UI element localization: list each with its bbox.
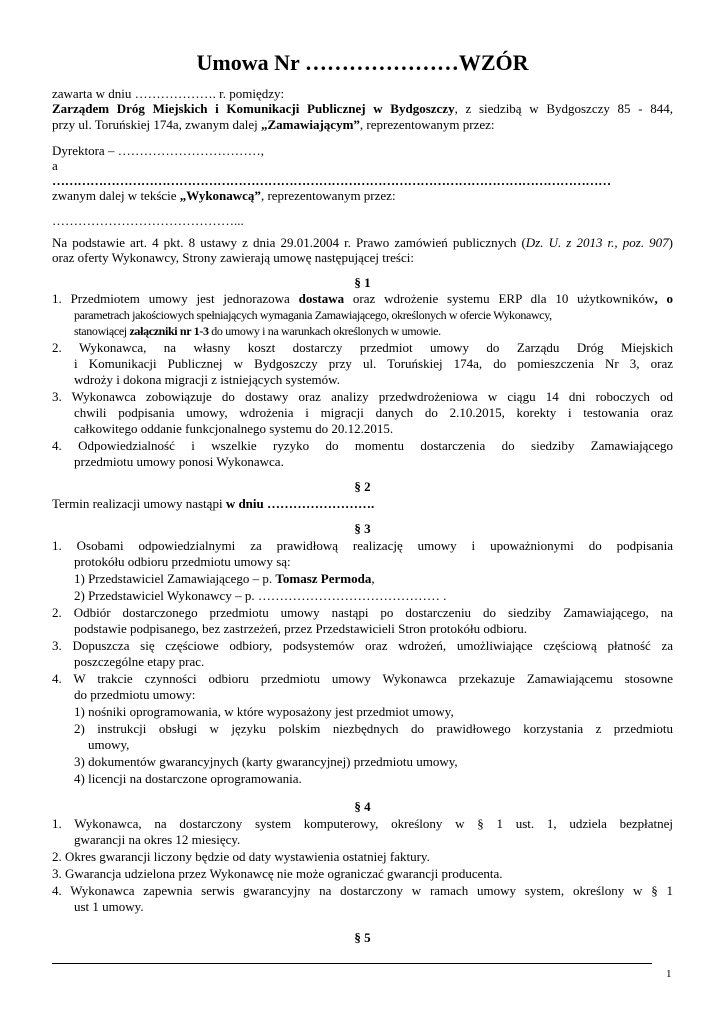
s3-item-4-sub-2: 2) instrukcji obsługi w języku polskim niezbędnych do prawidłowego korzystania z przedmiotu (74, 721, 673, 736)
s1-item-3-line-2: chwili podpisania umowy, wdrożenia i migracji danych do 2.10.2015, korekty i testowania oraz (74, 405, 673, 420)
page-number: 1 (666, 968, 672, 980)
s3-item-4-sub-3: 3) dokumentów gwarancyjnych (karty gwarancyjnej) przedmiotu umowy, (74, 754, 458, 769)
s1-item-3-line-3: całkowitego oddanie funkcjonalnego systemu do 20.12.2015. (74, 421, 394, 436)
intro-party-line: Zarządem Dróg Miejskich i Komunikacji Publicznej w Bydgoszczy, z siedzibą w Bydgoszczy 85 - 844, (52, 101, 673, 116)
s4-item-1-line-2: gwarancji na okres 12 miesięcy. (74, 832, 241, 847)
document-title: Umowa Nr …………………WZÓR (196, 50, 529, 75)
s1-item-1-line-3: stanowiącej załączniki nr 1-3 do umowy i na warunkach określonych w umowie. (74, 324, 441, 338)
s3-item-3-line-2: poszczególne etapy prac. (74, 654, 205, 669)
section-3-heading: § 3 (354, 521, 371, 536)
s3-item-1: 1. Osobami odpowiedzialnymi za prawidłową realizację umowy i upoważnionymi do podpisania (52, 538, 673, 553)
s1-item-4-line-2: przedmiotu umowy ponosi Wykonawca. (74, 454, 284, 469)
s1-item-1: 1. Przedmiotem umowy jest jednorazowa dostawa oraz wdrożenie systemu ERP dla 10 użytkowników, o (52, 291, 673, 306)
s4-item-4: 4. Wykonawca zapewnia serwis gwarancyjny na dostarczony w ramach umowy system, określony w § 1 (52, 883, 673, 898)
intro-contractor-line: zwanym dalej w tekście „Wykonawcą”, reprezentowanym przez: (52, 188, 396, 203)
s3-item-4-sub-2-line-2: umowy, (88, 737, 130, 752)
contractor-dots-line: …………………………………………………………………………………………………………………… (52, 173, 611, 188)
s3-item-4-sub-1: 1) nośniki oprogramowania, w które wyposażony jest przedmiot umowy, (74, 704, 454, 719)
s3-item-1-line-2: protokółu odbioru przedmiotu umowy są: (74, 554, 291, 569)
footer-divider (52, 963, 652, 964)
s4-item-3: 3. Gwarancja udzielona przez Wykonawcę nie może ograniczać gwarancji producenta. (52, 866, 503, 881)
party-name: Zarządem Dróg Miejskich i Komunikacji Publicznej w Bydgoszczy (52, 101, 455, 116)
section-4-heading: § 4 (354, 799, 371, 814)
intro-and-line: a (52, 158, 58, 173)
s3-item-2-line-2: podstawie podpisanego, bez zastrzeżeń, przez Przedstawicieli Stron protokółu odbioru. (74, 621, 528, 636)
s4-item-2: 2. Okres gwarancji liczony będzie od daty wystawienia ostatniej faktury. (52, 849, 430, 864)
s3-item-2: 2. Odbiór dostarczonego przedmiotu umowy nastąpi po dostarczeniu do siedziby Zamawiającego, na (52, 605, 673, 620)
s1-item-2-line-3: wdroży i dokona migracji z istniejących systemów. (74, 372, 340, 387)
s1-item-2: 2. Wykonawca, na własny koszt dostarczy przedmiot umowy do Zarządu Dróg Miejskich (52, 340, 673, 355)
s3-item-4: 4. W trakcie czynności odbioru przedmiotu umowy Wykonawca przekazuje Zamawiającemu stosowne (52, 671, 673, 686)
intro-representative-line: ……………………………………... (52, 213, 244, 228)
section-5-heading: § 5 (354, 930, 371, 945)
intro-director-line: Dyrektora – ……………………………, (52, 143, 264, 158)
intro-date-line: zawarta w dniu ………………. r. pomiędzy: (52, 86, 285, 101)
s4-item-4-line-2: ust 1 umowy. (74, 899, 144, 914)
s2-deadline: Termin realizacji umowy nastąpi w dniu ……………………. (52, 496, 375, 511)
s3-item-1-sub-1: 1) Przedstawiciel Zamawiającego – p. Tomasz Permoda, (74, 571, 375, 586)
s3-item-4-line-2: do przedmiotu umowy: (74, 687, 196, 702)
s1-item-1-line-2: parametrach jakościowych spełniających wymagania Zamawiającego, określonych w ofercie Wykonawcy, (74, 308, 552, 322)
s3-item-3: 3. Dopuszcza się częściowe odbiory, podsystemów oraz wdrożeń, umożliwiające częściową płatność za (52, 638, 673, 653)
s3-item-4-sub-4: 4) licencji na dostarczone oprogramowania. (74, 771, 302, 786)
legal-basis-line-2: oraz oferty Wykonawcy, Strony zawierają umowę następującej treści: (52, 250, 414, 265)
s1-item-4: 4. Odpowiedzialność i wszelkie ryzyko do momentu dostarczenia do siedziby Zamawiającego (52, 438, 673, 453)
s1-item-2-line-2: i Komunikacji Publicznej w Bydgoszczy przy ul. Toruńskiej 174a, do pomieszczenia Nr 3, oraz (74, 356, 673, 371)
s3-item-1-sub-2: 2) Przedstawiciel Wykonawcy – p. …………………………………… . (74, 588, 447, 603)
s1-item-3: 3. Wykonawca zobowiązuje do dostawy oraz analizy przedwdrożeniowa w ciągu 14 dni roboczych od (52, 389, 673, 404)
legal-basis-line: Na podstawie art. 4 pkt. 8 ustawy z dnia 29.01.2004 r. Prawo zamówień publicznych (Dz. U. z 2013 r., poz. 907) (52, 235, 673, 250)
section-1-heading: § 1 (354, 275, 371, 290)
s4-item-1: 1. Wykonawca, na dostarczony system komputerowy, określony w § 1 ust. 1, udziela bezpłatnej (52, 816, 673, 831)
intro-address-line: przy ul. Toruńskiej 174a, zwanym dalej „Zamawiającym”, reprezentowanym przez: (52, 117, 495, 132)
section-2-heading: § 2 (354, 479, 371, 494)
